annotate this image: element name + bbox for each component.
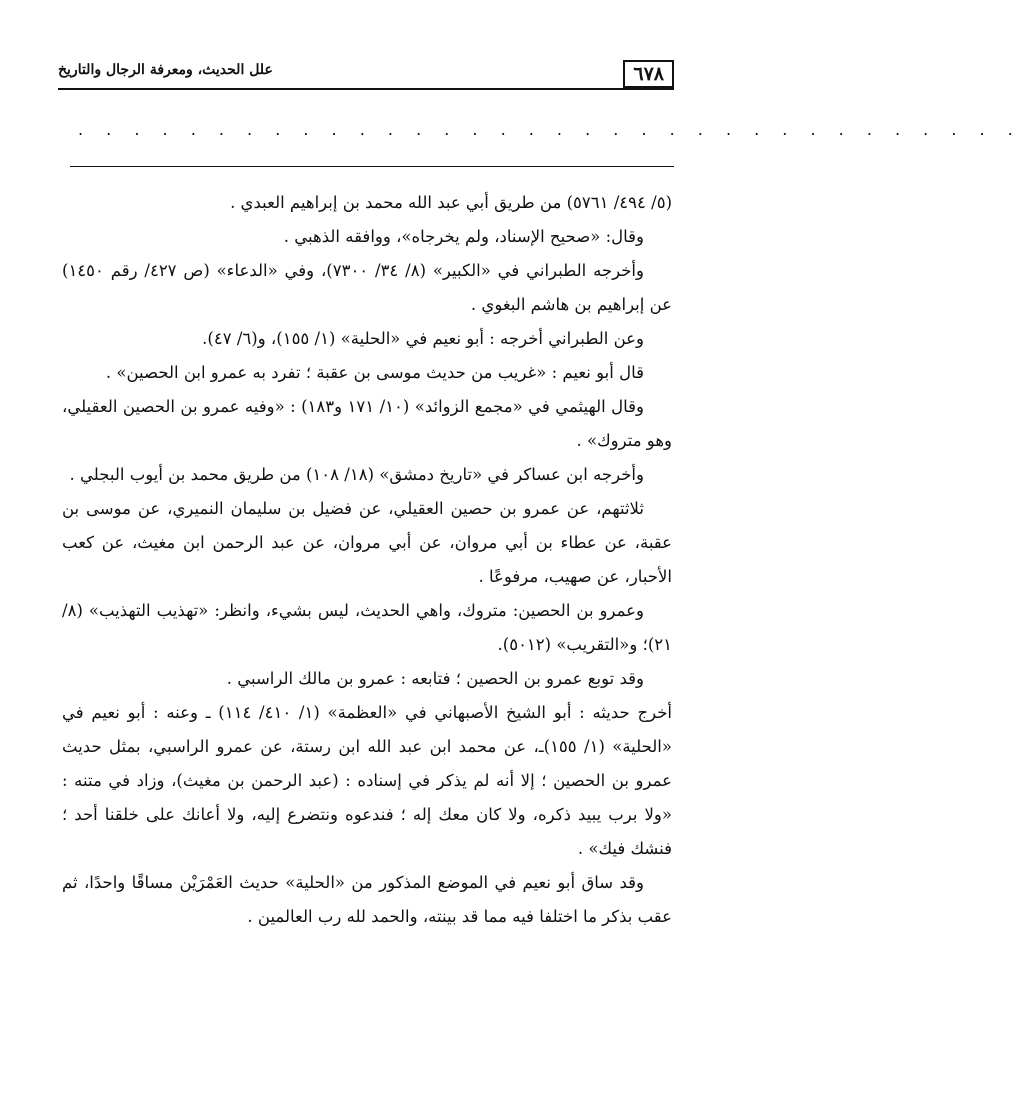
page-header [58, 58, 674, 90]
paragraph: وأخرجه الطبراني في «الكبير» (٨/ ٣٤/ ٧٣٠٠)، وفي «الدعاء» (ص ٤٢٧/ رقم ١٤٥٠) عن إبراهيم بن هاشم البغوي . [62, 261, 672, 314]
paragraph: قال أبو نعيم : «غريب من حديث موسى بن عقبة ؛ تفرد به عمرو ابن الحصين» . [105, 363, 644, 382]
paragraph: أخرج حديثه : أبو الشيخ الأصبهاني في «العظمة» (١/ ٤١٠/ ١١٤) ـ وعنه : أبو نعيم في «الحلية» (١/ ١٥٥)ـ، عن محمد ابن عبد الله ابن رستة، عن عمرو الراسبي، بمثل حديث عمرو بن الحصين ؛ إلا أنه لم يذكر في إسناده : (عبد الرحمن بن مغيث)، وزاد في متنه : «ولا برب يبيد ذكره، ولا كان معك إله ؛ فندعوه ونتضرع إليه، ولا أعانك على خلقنا أحد ؛ فنشك فيك» . [62, 703, 672, 858]
paragraph: وأخرجه ابن عساكر في «تاريخ دمشق» (١٨/ ١٠٨) من طريق محمد بن أيوب البجلي . [69, 465, 644, 484]
paragraph: وقد ساق أبو نعيم في الموضع المذكور من «الحلية» حديث العَمْرَيْن مساقًا واحدًا، ثم عقب بذكر ما اختلفا فيه مما قد بينته، والحمد لله رب العالمين . [62, 873, 672, 926]
paragraph: (٥/ ٤٩٤/ ٥٧٦١) من طريق أبي عبد الله محمد بن إبراهيم العبدي . [230, 193, 672, 212]
footnote-text [62, 186, 672, 934]
footnote-rule [70, 166, 674, 167]
separator-dots: . . . . . . . . . . . . . . . . . . . . . . . . . . . . . . . . . . [78, 120, 1022, 139]
paragraph: وقد توبع عمرو بن الحصين ؛ فتابعه : عمرو بن مالك الراسبي . [226, 669, 644, 688]
paragraph: ثلاثتهم، عن عمرو بن حصين العقيلي، عن فضيل بن سليمان النميري، عن موسى بن عقبة، عن عطاء بن أبي مروان، عن أبي مروان، عن عبد الرحمن ابن مغيث، عن كعب الأحبار، عن صهيب، مرفوعًا . [62, 499, 672, 586]
paragraph: وقال الهيثمي في «مجمع الزوائد» (١٠/ ١٧١ و١٨٣) : «وفيه عمرو بن الحصين العقيلي، وهو متروك» . [62, 397, 672, 450]
paragraph: وعن الطبراني أخرجه : أبو نعيم في «الحلية» (١/ ١٥٥)، و(٦/ ٤٧). [202, 329, 644, 348]
paragraph: وقال: «صحيح الإسناد، ولم يخرجاه»، ووافقه الذهبي . [283, 227, 644, 246]
running-title: علل الحديث، ومعرفة الرجال والتاريخ [58, 62, 273, 78]
page-number: ٦٧٨ [623, 60, 674, 88]
paragraph: وعمرو بن الحصين: متروك، واهي الحديث، ليس بشيء، وانظر: «تهذيب التهذيب» (٨/ ٢١)؛ و«التقريب» (٥٠١٢). [62, 601, 672, 654]
